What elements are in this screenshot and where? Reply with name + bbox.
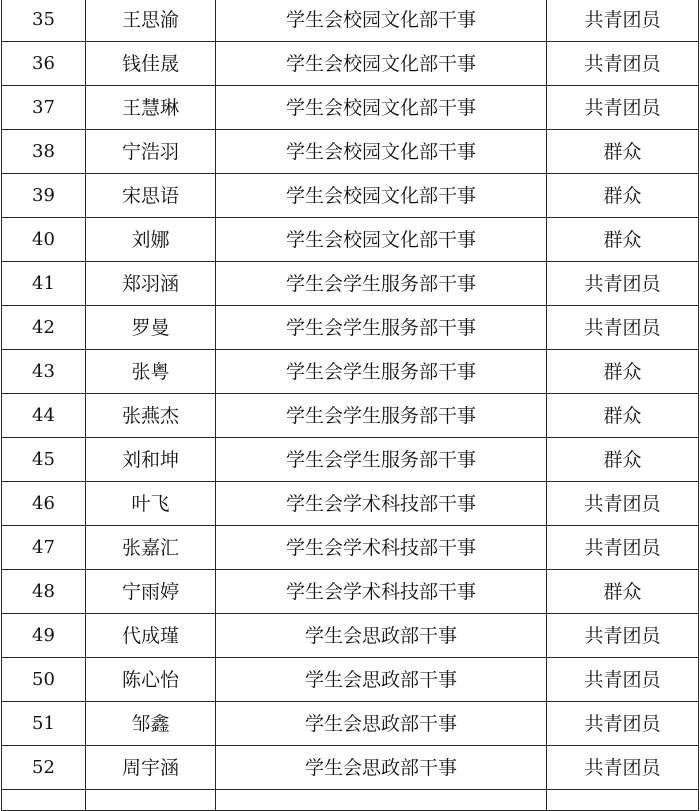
row-number-cell: 36 xyxy=(2,42,86,86)
position-cell: 学生会校园文化部干事 xyxy=(216,174,547,218)
position-cell: 学生会学生服务部干事 xyxy=(216,306,547,350)
table-row xyxy=(2,42,699,86)
position-cell: 学生会学术科技部干事 xyxy=(216,526,547,570)
political-status-cell: 共青团员 xyxy=(547,746,699,790)
position-cell: 学生会思政部干事 xyxy=(216,746,547,790)
empty-cell xyxy=(2,790,86,811)
name-cell: 张燕杰 xyxy=(86,394,216,438)
table-row xyxy=(2,86,699,130)
name-cell: 张粤 xyxy=(86,350,216,394)
row-number-cell: 41 xyxy=(2,262,86,306)
table-row xyxy=(2,306,699,350)
political-status-cell: 群众 xyxy=(547,174,699,218)
position-cell: 学生会学生服务部干事 xyxy=(216,262,547,306)
empty-cell xyxy=(547,790,699,811)
name-cell: 代成瑾 xyxy=(86,614,216,658)
name-cell: 郑羽涵 xyxy=(86,262,216,306)
position-cell: 学生会学术科技部干事 xyxy=(216,482,547,526)
political-status-cell: 共青团员 xyxy=(547,86,699,130)
political-status-cell: 群众 xyxy=(547,350,699,394)
position-cell: 学生会思政部干事 xyxy=(216,614,547,658)
row-number-cell: 51 xyxy=(2,702,86,746)
row-number-cell: 42 xyxy=(2,306,86,350)
member-table xyxy=(1,0,699,811)
table-row xyxy=(2,658,699,702)
row-number-cell: 37 xyxy=(2,86,86,130)
position-cell: 学生会学生服务部干事 xyxy=(216,350,547,394)
political-status-cell: 共青团员 xyxy=(547,702,699,746)
row-number-cell: 44 xyxy=(2,394,86,438)
row-number-cell: 39 xyxy=(2,174,86,218)
position-cell: 学生会校园文化部干事 xyxy=(216,218,547,262)
political-status-cell: 共青团员 xyxy=(547,614,699,658)
name-cell: 陈心怡 xyxy=(86,658,216,702)
table-row xyxy=(2,174,699,218)
row-number-cell: 35 xyxy=(2,0,86,42)
political-status-cell: 群众 xyxy=(547,394,699,438)
row-number-cell: 43 xyxy=(2,350,86,394)
political-status-cell: 共青团员 xyxy=(547,482,699,526)
position-cell: 学生会学术科技部干事 xyxy=(216,570,547,614)
position-cell: 学生会思政部干事 xyxy=(216,658,547,702)
table-row xyxy=(2,526,699,570)
row-number-cell: 45 xyxy=(2,438,86,482)
name-cell: 宁浩羽 xyxy=(86,130,216,174)
table-row xyxy=(2,570,699,614)
empty-cell xyxy=(86,790,216,811)
position-cell: 学生会学生服务部干事 xyxy=(216,394,547,438)
table-row xyxy=(2,130,699,174)
political-status-cell: 共青团员 xyxy=(547,42,699,86)
table-row xyxy=(2,746,699,790)
table-row xyxy=(2,482,699,526)
row-number-cell: 46 xyxy=(2,482,86,526)
name-cell: 张嘉汇 xyxy=(86,526,216,570)
table-row xyxy=(2,0,699,42)
position-cell: 学生会学生服务部干事 xyxy=(216,438,547,482)
name-cell: 宋思语 xyxy=(86,174,216,218)
table-row xyxy=(2,218,699,262)
row-number-cell: 40 xyxy=(2,218,86,262)
name-cell: 罗曼 xyxy=(86,306,216,350)
table-row-partial xyxy=(2,790,699,811)
table-row xyxy=(2,394,699,438)
row-number-cell: 38 xyxy=(2,130,86,174)
name-cell: 叶飞 xyxy=(86,482,216,526)
row-number-cell: 52 xyxy=(2,746,86,790)
political-status-cell: 共青团员 xyxy=(547,306,699,350)
empty-cell xyxy=(216,790,547,811)
row-number-cell: 50 xyxy=(2,658,86,702)
position-cell: 学生会校园文化部干事 xyxy=(216,130,547,174)
political-status-cell: 群众 xyxy=(547,130,699,174)
political-status-cell: 共青团员 xyxy=(547,658,699,702)
name-cell: 刘和坤 xyxy=(86,438,216,482)
position-cell: 学生会校园文化部干事 xyxy=(216,42,547,86)
row-number-cell: 49 xyxy=(2,614,86,658)
table-row xyxy=(2,262,699,306)
position-cell: 学生会思政部干事 xyxy=(216,702,547,746)
name-cell: 王思渝 xyxy=(86,0,216,42)
name-cell: 周宇涵 xyxy=(86,746,216,790)
table-row xyxy=(2,614,699,658)
name-cell: 宁雨婷 xyxy=(86,570,216,614)
political-status-cell: 共青团员 xyxy=(547,0,699,42)
name-cell: 钱佳晟 xyxy=(86,42,216,86)
political-status-cell: 共青团员 xyxy=(547,526,699,570)
political-status-cell: 共青团员 xyxy=(547,262,699,306)
table-row xyxy=(2,350,699,394)
political-status-cell: 群众 xyxy=(547,570,699,614)
name-cell: 王慧琳 xyxy=(86,86,216,130)
row-number-cell: 48 xyxy=(2,570,86,614)
position-cell: 学生会校园文化部干事 xyxy=(216,86,547,130)
political-status-cell: 群众 xyxy=(547,218,699,262)
table-row xyxy=(2,702,699,746)
table-row xyxy=(2,438,699,482)
name-cell: 刘娜 xyxy=(86,218,216,262)
row-number-cell: 47 xyxy=(2,526,86,570)
member-table-body xyxy=(2,0,699,811)
position-cell: 学生会校园文化部干事 xyxy=(216,0,547,42)
name-cell: 邹鑫 xyxy=(86,702,216,746)
political-status-cell: 群众 xyxy=(547,438,699,482)
